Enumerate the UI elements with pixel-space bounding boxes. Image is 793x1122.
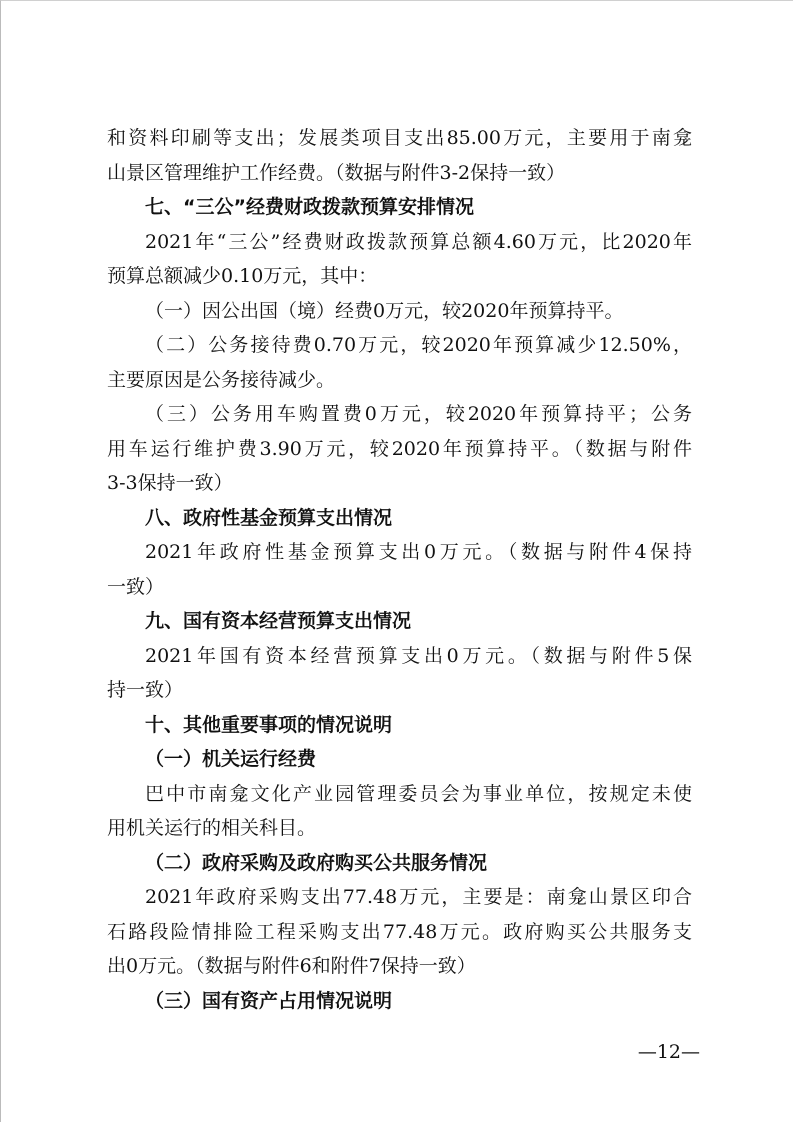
section-heading: 七、“三公”经费财政拨款预算安排情况	[145, 196, 474, 218]
text-line: 用车运行维护费3.90万元，较2020年预算持平。（数据与附件	[107, 437, 692, 460]
text-line: （一）因公出国（境）经费0万元，较2020年预算持平。	[145, 299, 624, 322]
text-line: （二）公务接待费0.70万元，较2020年预算减少12.50%，	[145, 334, 692, 356]
document-body	[107, 121, 692, 1018]
text-line: 山景区管理维护工作经费。（数据与附件3-2保持一致）	[107, 161, 566, 184]
text-line: 2021年政府采购支出77.48万元，主要是：南龛山景区印合	[145, 886, 692, 908]
text-line: 巴中市南龛文化产业园管理委员会为事业单位，按规定未使	[145, 782, 692, 805]
section-heading: （一）机关运行经费	[145, 748, 317, 770]
text-line: 2021年国有资本经营预算支出0万元。（数据与附件5保	[145, 644, 692, 667]
text-line: 和资料印刷等支出；发展类项目支出85.00万元，主要用于南龛	[107, 127, 692, 149]
section-heading: （三）国有资产占用情况说明	[145, 989, 393, 1012]
section-heading: 八、政府性基金预算支出情况	[145, 506, 393, 529]
text-line: 用机关运行的相关科目。	[107, 817, 317, 839]
text-line: 2021年政府性基金预算支出0万元。（数据与附件4保持	[145, 541, 692, 563]
text-line: （三）公务用车购置费0万元，较2020年预算持平；公务	[145, 403, 692, 425]
page-number: —12—	[637, 1041, 700, 1063]
text-line: 一致）	[107, 575, 165, 598]
section-heading: 九、国有资本经营预算支出情况	[145, 610, 412, 632]
text-line: 出0万元。（数据与附件6和附件7保持一致）	[107, 955, 476, 977]
text-line: 主要原因是公务接待减少。	[107, 368, 336, 391]
section-heading: （二）政府采购及政府购买公共服务情况	[145, 851, 488, 874]
section-heading: 十、其他重要事项的情况说明	[145, 713, 393, 736]
text-line: 石路段险情排险工程采购支出77.48万元。政府购买公共服务支	[107, 920, 692, 943]
text-line: 持一致）	[107, 679, 184, 701]
text-line: 预算总额减少0.10万元，其中：	[107, 265, 378, 287]
text-line: 2021年“三公”经费财政拨款预算总额4.60万元，比2020年	[145, 230, 692, 253]
text-line: 3-3保持一致）	[107, 472, 233, 494]
